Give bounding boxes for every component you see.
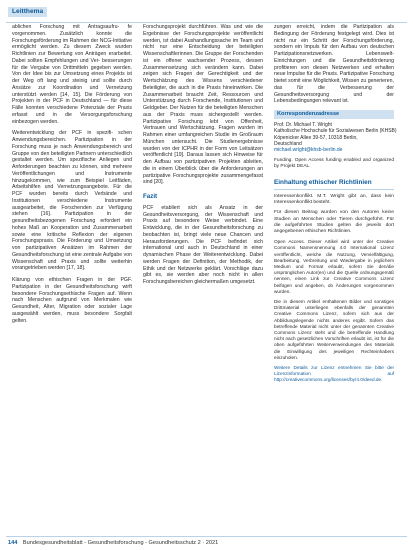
address-line: Prof. Dr. Michael T. Wright	[274, 121, 332, 128]
paragraph: Weiterentwicklung der PCF in spezifi- schen Anwendungsbereichen. Partizipation in der Forschung muss je nach Anwendungsbereich und Gruppe von den beteiligten Partnern unterschiedlich gestaltet werden. Um spezifische Anliegen und Anforderungen beachten zu können, sind mehrere Veröffentlichungen und Instrumente hinzugekommen, wie zum Beispiel Leitfäden, Arbeitshilfen und Vernetzungsangebote. Für die PCF wurden bereits durch Verbände und Institutionen verschiedene Instrumente ausgearbeitet, die Forschenden zur Verfügung stehen [16]. Partizipation in der gesundheitsbezogenen Forschung erfordert ein hohes Maß an Kooperation und Zusammenarbeit sowie eine kritische Reflexion der eigenen Forschungspraxis. Die Förderung und Umsetzung von partizipativen Ansätzen im Rahmen der Gesundheitsforschung ist eine zentrale Aufgabe von Wissenschaft und Praxis und sollte weiterhin vorangetrieben werden [17, 18].	[12, 130, 132, 272]
paragraph: PCF etabliert sich als Ansatz in der Gesundheitsversorgung, der Wissenschaft und Praxis auf besondere Weise verbindet. Eine Entwicklung, die in der Gesundheitsforschung zu beobachten ist, bringt viele neue Chancen und Herausforderungen. Die PCF befindet sich international und auch in Deutschland in einer dynamischen Phase der Weiterentwicklung. Dabei werden Fragen der Definition, der Methodik, der Ethik und der Netzwerke geklärt. Vorschläge dazu gibt es, sie werden aber noch nicht in allen Forschungsbereichen gleichermaßen umgesetzt.	[143, 204, 263, 285]
paragraph: ablichen Forschung mit Antragsaufru- fe vorgenommen. Zusätzlich konnte die Forschungsförderung im Rahmen der NCG-Initiative ermöglicht werden. Zu diesem Zweck wurden Richtlinien zur Bewertung von Anträgen erarbeitet. Dabei sollten Empfehlungen und Ver- besserungen für die Vergabe von Drittmitteln gegeben werden. Von der Idee bis zur Umsetzung eines Projekts ist der Weg oft lang und steinig und sollte durch Ansätze zur Koordination und Vernetzung unterstützt werden [14, 15]. Die Förderung von Projekten in der PCF in Deutschland — für diese Fälle konnten verschiedene Potenziale der Praxis erfasst und in die Versorgungsforschung einbezogen werden.	[12, 24, 132, 125]
ethics-heading: Einhaltung ethischer Richtlinien	[274, 180, 394, 190]
paragraph: zungen erreicht, indem die Partizipation als Bedingung der Förderung festgelegt wird. Dies ist nicht nur ein Schritt der Forschungsförderung, sondern ein Impuls für den Aufbau von deutschen Partizipationsnetzwerken. Lebenswelt-Einrichtungen und die Gesundheitsförderung profitieren von diesen Netzwerken und erhalten neue Impulse für die Praxis. Partizipative Forschung bietet somit eine Möglichkeit, Wissen zu generieren, das für die Verbesserung der Gesundheitsversorgung und der Lebensbedingungen relevant ist.	[274, 24, 394, 105]
journal-name: Bundesgesundheitsblatt - Gesundheitsforschung - Gesundheitsschutz 2 · 2021	[22, 540, 219, 546]
address-line: Köpenicker Allee 39-57, 10318 Berlin,	[274, 134, 358, 141]
section-tag: Leitthema	[8, 7, 47, 17]
conflict-statement: Interessenkonflikt. M.T. Wright gibt an, dass kein Interessenkonflikt besteht.	[274, 193, 394, 206]
ethics-statement: Für diesen Beitrag wurden von den Autoren keine Studien an Menschen oder Tieren durchgeführt. Für die aufgeführten Studien gelten die jeweils dort angegebenen ethischen Richtlinien.	[274, 210, 394, 234]
open-access-statement: Open Access. Dieser Artikel wird unter der Creative Commons Namensnennung 4.0 International Lizenz veröffentlicht, welche die Nutzung, Vervielfältigung, Bearbeitung, Verbreitung und Wiedergabe in jeglichem Medium und Format erlaubt, sofern Sie den/die ursprünglichen Autor(en) und die Quelle ordnungsgemäß nennen, einen Link zur Creative Commons Lizenz beifügen und angeben, ob Änderungen vorgenommen wurden.	[274, 239, 394, 294]
correspondence-title: Korrespondenzadresse	[274, 110, 394, 119]
column-2	[143, 24, 263, 291]
address-line: Katholische Hochschule für Sozialwesen Berlin (KHSB)	[274, 128, 397, 135]
page-footer	[8, 539, 218, 548]
page-number: 144	[8, 540, 18, 546]
section-heading-fazit: Fazit	[143, 193, 158, 200]
address-line: Deutschland	[274, 140, 302, 147]
funding-note: Funding. Open Access funding enabled and organized by Projekt DEAL.	[274, 157, 394, 169]
paragraph: Klärung von ethischen Fragen in der PGF. Partizipation in der Gesundheitsforschung wirft besondere Forschungsethische Fragen auf. Wenn nach Menschen aufgrund von Merkmalen wie Gesundheit, Alter, Migration oder sozialer Lage ausgewählt werden, muss besondere Sorgfalt gelten.	[12, 277, 132, 324]
footer-rule	[6, 536, 407, 537]
paragraph: Forschungsprojekt durchführen. Was und wie die Ergebnisse der Forschungsprojekte veröffentlicht werden, ist dabei Aushandlungssache im Team und nicht nur eine Entscheidung der beteiligten Wissenschaftlerinnen. Die Gruppe der Forschenden ist ein offener wachsender Prozess, dessen Zusammensetzung sich verändern kann. Dabei zeigen sich Fragen der Gerechtigkeit und der Wertschätzung des Wissens verschiedener Beteiligter, die auch in die Praxis hineinwirken. Die Zusammenarbeit braucht Zeit, Ressourcen und Unterstützung durch Forschende, Institutionen und Geldgeber. Der Nutzen für die beteiligten Menschen aus der Praxis muss sichergestellt werden. Partizipative Forschung lebt von Offenheit, Vertrauen und Wertschätzung. Fragen wurden im Rahmen einer umfangreichen Studie im Großraum München untersucht. Die Studienergebnisse wurden von der ICPHR in der Form von Leitsätzen veröffentlicht [19]. Daraus lassen sich Hinweise für den Aufbau von partizipativen Projekten ableiten, die in einem Überblick über die Anforderungen an partizipative Forschungsprojekte zusammengefasst sind [20].	[143, 24, 263, 186]
email-link[interactable]: michael.wright@khsb-berlin.de	[274, 147, 343, 154]
license-link[interactable]: Weitere Details zur Lizenz entnehmen Sie bitte der Lizenzinformation auf http://creativecommons.org/licenses/by/4.0/deed.de.	[274, 365, 394, 383]
column-3	[274, 24, 397, 388]
third-party-statement: Die in diesem Artikel enthaltenen Bilder und sonstiges Drittmaterial unterliegen ebenfalls der genannten Creative Commons Lizenz, sofern sich aus der Abbildungslegende nichts anderes ergibt. Sofern das betreffende Material nicht unter der genannten Creative Commons Lizenz steht und die betreffende Handlung nicht nach gesetzlichen Vorschriften erlaubt ist, ist für die oben aufgeführten Weiterverwendungen des Materials die Einwilligung des jeweiligen Rechteinhabers einzuholen.	[274, 298, 394, 360]
header-rule	[6, 6, 407, 23]
correspondence-address	[274, 121, 397, 154]
column-1	[12, 24, 132, 329]
